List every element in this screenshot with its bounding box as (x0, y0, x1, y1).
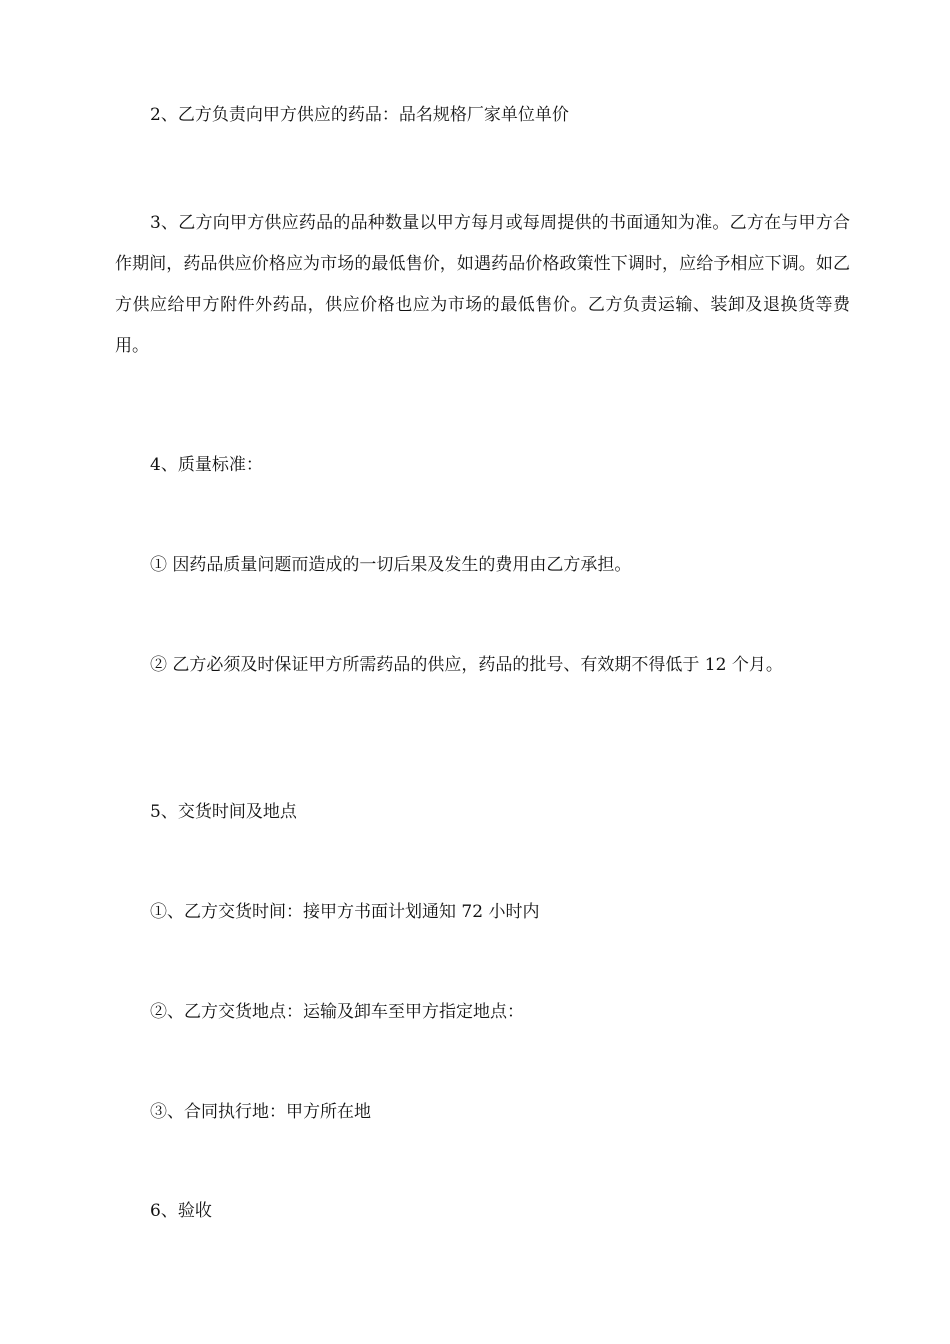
clause-4-item-1: ① 因药品质量问题而造成的一切后果及发生的费用由乙方承担。 (150, 555, 632, 575)
clause-4-item-2: ② 乙方必须及时保证甲方所需药品的供应，药品的批号、有效期不得低于 12 个月。 (150, 655, 783, 675)
clause-5-item-1: ①、乙方交货时间：接甲方书面计划通知 72 小时内 (150, 902, 540, 922)
clause-6-heading: 6、验收 (150, 1201, 212, 1221)
clause-5-item-2: ②、乙方交货地点：运输及卸车至甲方指定地点： (150, 1002, 524, 1022)
clause-3-paragraph: 3、乙方向甲方供应药品的品种数量以甲方每月或每周提供的书面通知为准。乙方在与甲方合作期间，药品供应价格应为市场的最低售价，如遇药品价格政策性下调时，应给予相应下调。如乙方供应给甲方附件外药品，供应价格也应为市场的最低售价。乙方负责运输、装卸及退换货等费用。 (115, 213, 850, 356)
clause-5-item-3: ③、合同执行地：甲方所在地 (150, 1102, 371, 1122)
clause-4-heading: 4、质量标准： (150, 455, 263, 475)
clause-2: 2、乙方负责向甲方供应的药品：品名规格厂家单位单价 (150, 105, 569, 125)
clause-5-heading: 5、交货时间及地点 (150, 802, 297, 822)
